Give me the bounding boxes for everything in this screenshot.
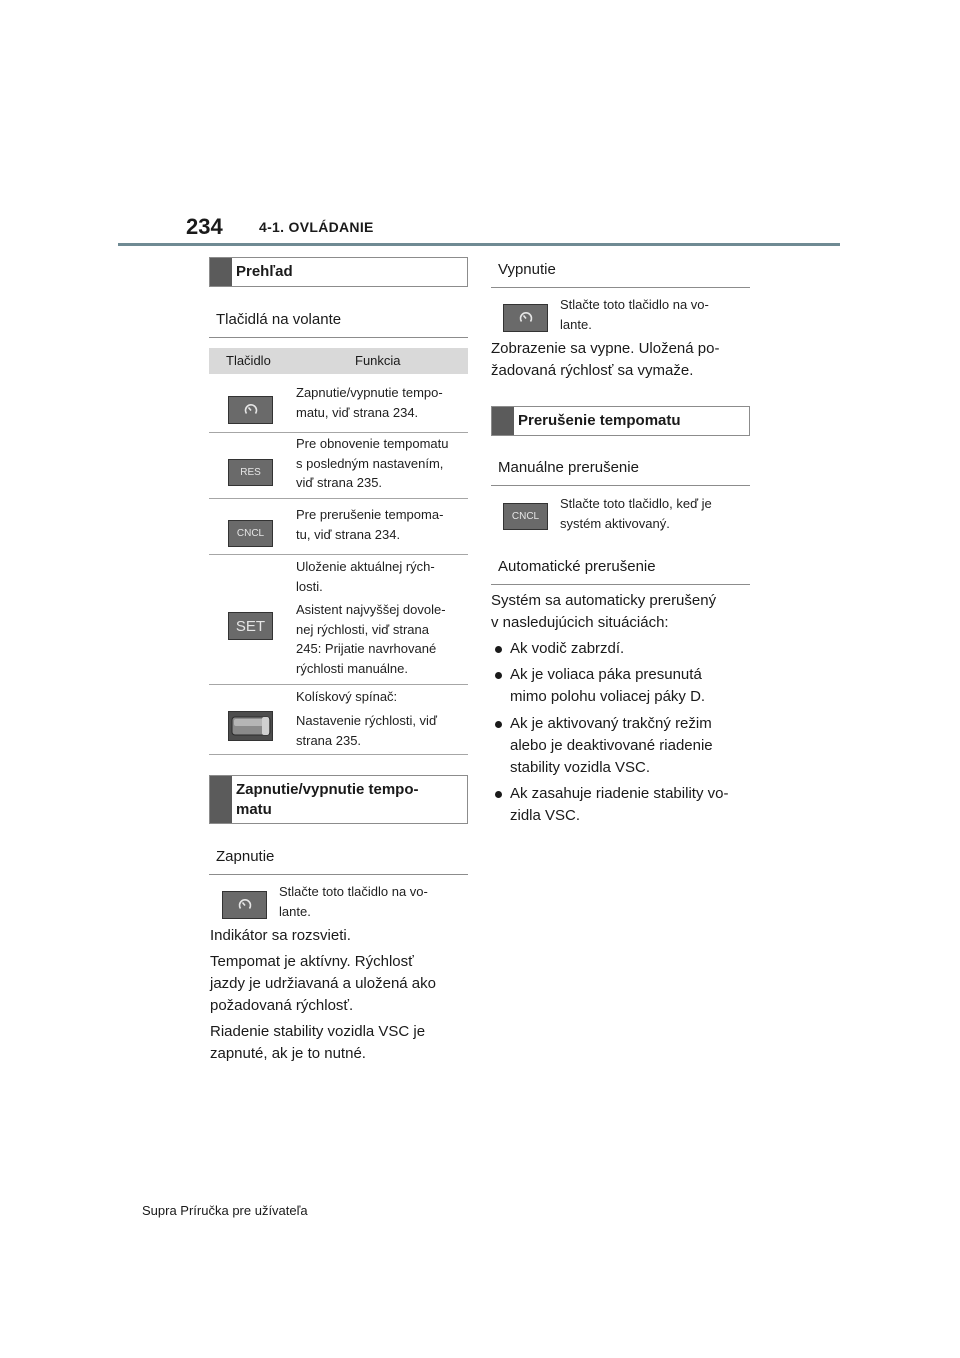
heading-overview [209, 257, 468, 287]
subheading-automatic-interruption: Automatické prerušenie [498, 558, 656, 575]
table-row-text: Pre prerušenie tempoma- tu, viď strana 234. [296, 507, 444, 542]
subheading-manual-interruption: Manuálne prerušenie [498, 459, 639, 476]
table-row-text: Pre obnovenie tempomatu s posledným nastavením, viď strana 235. [296, 436, 449, 490]
bullet-item: Ak je voliaca páka presunutá mimo polohu voliacej páky D. [510, 666, 706, 705]
table-bottom-divider [209, 754, 468, 755]
table-row-text: Asistent najvyššej dovole- nej rýchlosti, viď strana 245: Prijatie navrhované rýchlosti manuálne. [296, 602, 446, 676]
heading-cruise-on-off [209, 775, 468, 824]
heading-cruise-interruption [491, 406, 750, 436]
page-number: 234 [186, 214, 223, 239]
bullet-item: Ak je aktivovaný trakčný režim alebo je deaktivované riadenie stability vozidla VSC. [510, 715, 713, 776]
column-header-function: Funkcia [355, 353, 401, 368]
column-header-button: Tlačidlo [226, 353, 271, 368]
page-footer: Supra Príručka pre užívateľa [142, 1203, 308, 1218]
cruise-control-button [222, 891, 267, 919]
heading-text: Prehľad [236, 263, 293, 280]
heading-marker [210, 776, 232, 823]
header-rule [118, 243, 840, 246]
heading-text: Prerušenie tempomatu [518, 412, 681, 429]
paragraph: Tempomat je aktívny. Rýchlosť jazdy je udržiavaná a uložená ako požadovaná rýchlosť. [210, 953, 436, 1014]
section-title: 4-1. OVLÁDANIE [259, 219, 374, 235]
heading-marker [210, 258, 232, 286]
cruise-control-icon [518, 310, 534, 326]
subheading-rule [209, 874, 468, 875]
set-button: SET [228, 612, 273, 640]
bullet-dot [495, 721, 502, 728]
heading-marker [492, 407, 514, 435]
table-row-text: Uloženie aktuálnej rých- losti. [296, 559, 435, 594]
cruise-control-button [228, 396, 273, 424]
paragraph: Zobrazenie sa vypne. Uložená po- žadovaná rýchlosť sa vymaže. [491, 340, 720, 379]
press-instruction: Stlačte toto tlačidlo, keď je systém aktivovaný. [560, 496, 712, 531]
table-row-text: Zapnutie/vypnutie tempo- matu, viď strana 234. [296, 385, 443, 420]
subheading-switch-off: Vypnutie [498, 261, 556, 278]
press-instruction: Stlačte toto tlačidlo na vo- lante. [560, 297, 709, 332]
bullet-dot [495, 672, 502, 679]
subheading-switch-on: Zapnutie [216, 848, 275, 865]
paragraph: Indikátor sa rozsvieti. [210, 927, 351, 944]
table-header [209, 348, 468, 374]
bullet-dot [495, 791, 502, 798]
table-row-text: Nastavenie rýchlosti, viď strana 235. [296, 713, 437, 748]
bullet-item: Ak vodič zabrzdí. [510, 640, 625, 657]
paragraph: Riadenie stability vozidla VSC je zapnuté, ak je to nutné. [210, 1023, 426, 1062]
cncl-button: CNCL [503, 503, 548, 530]
table-row-divider [209, 432, 468, 433]
paragraph: Systém sa automaticky prerušený v nasledujúcich situáciách: [491, 592, 717, 631]
res-button: RES [228, 459, 273, 486]
table-row-divider [209, 684, 468, 685]
cruise-control-icon [243, 402, 259, 418]
bullet-item: Ak zasahuje riadenie stability vo- zidla VSC. [510, 785, 729, 824]
subheading-steering-buttons: Tlačidlá na volante [216, 311, 342, 328]
cruise-control-icon [237, 897, 253, 913]
table-row-text: Kolískový spínač: [296, 689, 398, 704]
cruise-control-button [503, 304, 548, 332]
table-row-divider [209, 498, 468, 499]
subheading-rule [491, 485, 750, 486]
table-row-divider [209, 554, 468, 555]
cncl-button: CNCL [228, 520, 273, 547]
subheading-rule [491, 287, 750, 288]
subheading-rule [209, 337, 468, 338]
bullet-dot [495, 646, 502, 653]
rocker-switch-icon [231, 714, 271, 738]
subheading-rule [491, 584, 750, 585]
heading-text: Zapnutie/vypnutie tempo- matu [236, 781, 419, 818]
press-instruction: Stlačte toto tlačidlo na vo- lante. [279, 884, 428, 919]
rocker-switch-button [228, 711, 273, 741]
